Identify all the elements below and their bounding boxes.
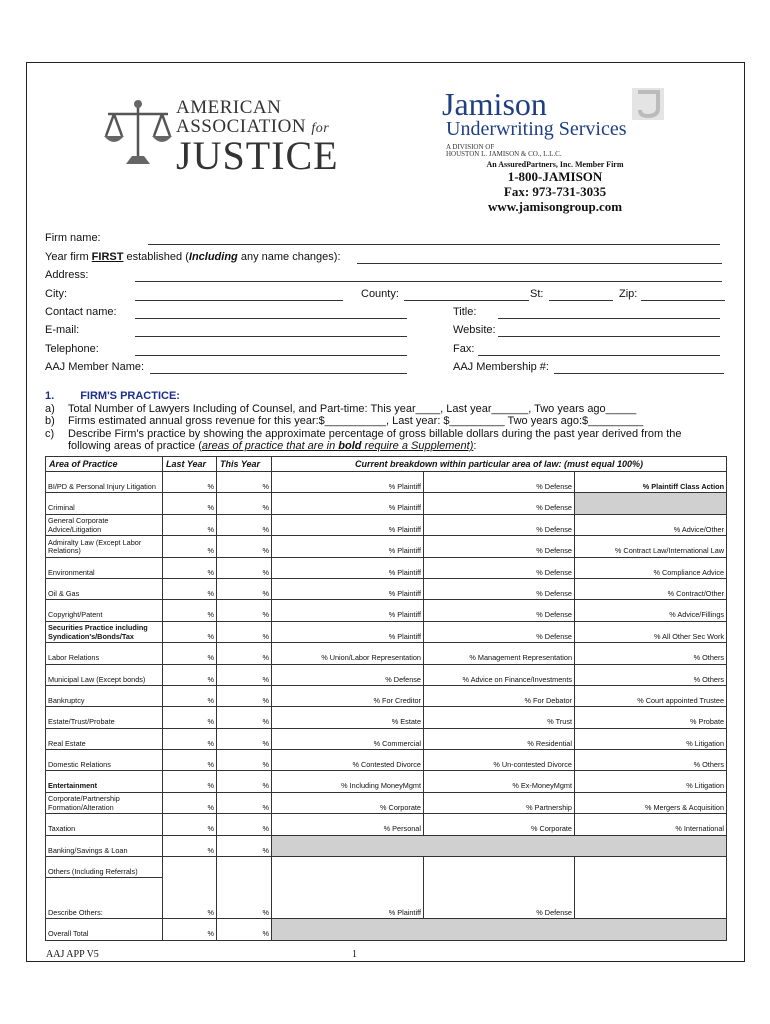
breakdown-cell-2[interactable]: % Defense <box>424 578 575 599</box>
breakdown-cell-1[interactable]: % Defense <box>272 664 424 685</box>
breakdown-cell-2[interactable]: % Residential <box>424 728 575 749</box>
this-year-cell[interactable]: % <box>217 557 272 578</box>
table-row <box>46 643 727 664</box>
email-label: E-mail: <box>45 324 80 336</box>
last-year-cell[interactable]: % <box>163 536 217 557</box>
table-row <box>46 578 727 599</box>
firm-name-field[interactable] <box>148 244 720 245</box>
year-established-field[interactable] <box>357 263 722 264</box>
breakdown-cell-3[interactable]: % Litigation <box>575 728 727 749</box>
breakdown-cell-1[interactable]: % Personal <box>272 814 424 835</box>
breakdown-cell-2[interactable]: % For Debator <box>424 685 575 706</box>
shaded-cell <box>272 919 727 940</box>
jamison-subtitle: Underwriting Services <box>446 118 627 140</box>
aaj-line1: AMERICAN <box>176 97 282 118</box>
last-year-cell[interactable]: % <box>163 771 217 792</box>
aaj-line3: JUSTICE <box>176 133 339 178</box>
breakdown-cell-1[interactable]: % Plaintiff <box>272 621 424 642</box>
form-version: AAJ APP V5 <box>46 949 99 960</box>
area-cell: Taxation <box>46 814 163 835</box>
this-year-cell[interactable]: % <box>217 814 272 835</box>
table-row <box>46 621 727 642</box>
last-year-cell[interactable]: % <box>163 557 217 578</box>
this-year-cell[interactable]: % <box>217 750 272 771</box>
fax-number: Fax: 973-731-3035 <box>503 184 607 199</box>
practice-item-a: a) <box>45 403 55 415</box>
fax-label: Fax: <box>453 343 475 355</box>
practice-table <box>45 456 727 941</box>
this-year-cell[interactable]: % <box>217 835 272 856</box>
scales-of-justice-icon <box>102 98 174 168</box>
state-field[interactable] <box>549 300 613 301</box>
area-cell: Entertainment <box>46 771 163 792</box>
this-year-cell[interactable]: % <box>217 707 272 728</box>
breakdown-cell-1[interactable]: % Plaintiff <box>272 600 424 621</box>
last-year-cell[interactable]: % <box>163 472 217 493</box>
zip-label: Zip: <box>619 288 638 300</box>
last-year-cell[interactable]: % <box>163 857 217 919</box>
aaj-line2: ASSOCIATION <box>176 116 307 137</box>
city-label: City: <box>45 288 67 300</box>
area-cell: Municipal Law (Except bonds) <box>46 664 163 685</box>
last-year-header: Last Year <box>163 457 217 472</box>
last-year-cell[interactable]: % <box>163 578 217 599</box>
contact-name-label: Contact name: <box>45 306 117 318</box>
this-year-cell[interactable]: % <box>217 857 272 919</box>
contact-block <box>420 160 690 214</box>
breakdown-cell-3[interactable]: % Contract/Other <box>575 578 727 599</box>
overall-this-year[interactable]: % <box>217 919 272 940</box>
breakdown-cell-3[interactable] <box>575 493 727 514</box>
this-year-cell[interactable]: % <box>217 621 272 642</box>
table-row <box>46 792 727 813</box>
title-label: Title: <box>453 306 477 318</box>
area-cell: Oil & Gas <box>46 578 163 599</box>
breakdown-cell-2[interactable]: % Ex-MoneyMgmt <box>424 771 575 792</box>
area-cell: Banking/Savings & Loan <box>46 835 163 856</box>
breakdown-cell-1[interactable]: % Union/Labor Representation <box>272 643 424 664</box>
this-year-cell[interactable]: % <box>217 514 272 535</box>
this-year-cell[interactable]: % <box>217 664 272 685</box>
breakdown-cell-3[interactable]: % Others <box>575 643 727 664</box>
practice-section-title: 1. FIRM'S PRACTICE: <box>45 390 180 402</box>
area-cell: Copyright/Patent <box>46 600 163 621</box>
last-year-cell[interactable]: % <box>163 514 217 535</box>
jamison-j-icon <box>632 88 664 120</box>
table-row <box>46 814 727 835</box>
division-text <box>446 144 562 159</box>
breakdown-cell-2[interactable]: % Defense <box>424 600 575 621</box>
membership-number-label: AAJ Membership #: <box>453 361 549 373</box>
breakdown-cell-3[interactable]: % All Other Sec Work <box>575 621 727 642</box>
shaded-cell <box>272 835 727 856</box>
table-row <box>46 664 727 685</box>
this-year-cell[interactable]: % <box>217 685 272 706</box>
last-year-cell[interactable]: % <box>163 792 217 813</box>
this-year-cell[interactable]: % <box>217 578 272 599</box>
practice-description: Describe Firm's practice by showing the approximate percentage of gross billable dollars during the past year derived from the <box>68 428 682 440</box>
breakdown-cell-3[interactable]: % Compliance Advice <box>575 557 727 578</box>
firm-name-label: Firm name: <box>45 232 101 244</box>
gross-revenue-text[interactable]: Firms estimated annual gross revenue for this year:$__________, Last year: $_________ Two years ago:$_________ <box>68 415 644 427</box>
member-firm: An AssuredPartners, Inc. Member Firm <box>486 160 624 169</box>
this-year-cell[interactable]: % <box>217 728 272 749</box>
this-year-cell[interactable]: % <box>217 792 272 813</box>
breakdown-cell-1[interactable]: % Estate <box>272 707 424 728</box>
area-cell: Others (Including Referrals) <box>46 857 163 878</box>
breakdown-cell-2[interactable]: % Defense <box>424 557 575 578</box>
breakdown-cell-3[interactable]: % Mergers & Acquisition <box>575 792 727 813</box>
breakdown-cell-2[interactable]: % Defense <box>424 621 575 642</box>
area-cell: Domestic Relations <box>46 750 163 771</box>
breakdown-cell-3[interactable]: % International <box>575 814 727 835</box>
area-cell: Criminal <box>46 493 163 514</box>
overall-total-row <box>46 919 727 940</box>
breakdown-cell-1[interactable]: % Plaintiff <box>272 557 424 578</box>
area-cell: Real Estate <box>46 728 163 749</box>
table-row <box>46 536 727 557</box>
last-year-cell[interactable]: % <box>163 621 217 642</box>
table-row <box>46 835 727 856</box>
this-year-cell[interactable]: % <box>217 643 272 664</box>
last-year-cell[interactable]: % <box>163 643 217 664</box>
fax-field[interactable] <box>478 355 720 356</box>
division-line1: A DIVISION OF <box>446 143 495 151</box>
breakdown-cell-2[interactable]: % Trust <box>424 707 575 728</box>
this-year-cell[interactable]: % <box>217 493 272 514</box>
describe-others-cell[interactable]: Describe Others: <box>46 878 163 919</box>
this-year-header: This Year <box>217 457 272 472</box>
breakdown-cell-3[interactable]: % Contract Law/International Law <box>575 536 727 557</box>
breakdown-cell-1[interactable]: % Plaintiff <box>272 578 424 599</box>
year-established-label: Year firm FIRST established (Including any name changes): <box>45 251 341 263</box>
county-field[interactable] <box>404 300 529 301</box>
area-cell: General Corporate Advice/Litigation <box>46 514 163 535</box>
telephone-label: Telephone: <box>45 343 99 355</box>
email-field[interactable] <box>135 336 407 337</box>
breakdown-cell-1[interactable]: % Corporate <box>272 792 424 813</box>
table-row <box>46 771 727 792</box>
last-year-cell[interactable]: % <box>163 750 217 771</box>
overall-total-label: Overall Total <box>46 919 163 940</box>
overall-last-year[interactable]: % <box>163 919 217 940</box>
state-label: St: <box>530 288 544 300</box>
breakdown-cell-1[interactable]: % Contested Divorce <box>272 750 424 771</box>
breakdown-cell-1[interactable]: % Plaintiff <box>272 536 424 557</box>
area-header: Area of Practice <box>46 457 163 472</box>
phone-number: 1-800-JAMISON <box>507 169 603 184</box>
breakdown-cell-1[interactable]: % Plaintiff <box>272 493 424 514</box>
breakdown-cell-3[interactable]: % Others <box>575 664 727 685</box>
table-row <box>46 493 727 514</box>
breakdown-cell-2[interactable]: % Un-contested Divorce <box>424 750 575 771</box>
breakdown-cell-3[interactable]: % Advice/Fillings <box>575 600 727 621</box>
last-year-cell[interactable]: % <box>163 664 217 685</box>
breakdown-cell-3[interactable]: % Others <box>575 750 727 771</box>
breakdown-cell-2[interactable]: % Advice on Finance/Investments <box>424 664 575 685</box>
jamison-name: Jamison <box>442 86 547 122</box>
telephone-field[interactable] <box>135 355 407 356</box>
last-year-cell[interactable]: % <box>163 493 217 514</box>
breakdown-cell-2[interactable]: % Management Representation <box>424 643 575 664</box>
breakdown-cell-2[interactable]: % Defense <box>424 514 575 535</box>
area-cell: Labor Relations <box>46 643 163 664</box>
aaj-wordmark <box>176 98 339 176</box>
last-year-cell[interactable]: % <box>163 728 217 749</box>
this-year-cell[interactable]: % <box>217 600 272 621</box>
member-name-field[interactable] <box>150 373 407 374</box>
breakdown-cell-2[interactable]: % Corporate <box>424 814 575 835</box>
table-row <box>46 750 727 771</box>
breakdown-cell-1[interactable]: % Commercial <box>272 728 424 749</box>
area-cell: Environmental <box>46 557 163 578</box>
breakdown-cell-2[interactable]: % Partnership <box>424 792 575 813</box>
last-year-cell[interactable]: % <box>163 685 217 706</box>
title-field[interactable] <box>498 318 720 319</box>
table-row <box>46 472 727 493</box>
aaj-for: for <box>311 121 330 136</box>
breakdown-cell-2[interactable]: % Defense <box>424 857 575 919</box>
table-row <box>46 685 727 706</box>
last-year-cell[interactable]: % <box>163 600 217 621</box>
address-field[interactable] <box>135 281 722 282</box>
area-cell: Bankruptcy <box>46 685 163 706</box>
table-header-row <box>46 457 727 472</box>
lawyer-count-text[interactable]: Total Number of Lawyers Including of Counsel, and Part-time: This year____, Last year______, Two years ago_____ <box>68 403 637 415</box>
breakdown-header: Current breakdown within particular area of law: (must equal 100%) <box>272 457 727 472</box>
address-label: Address: <box>45 269 89 281</box>
county-label: County: <box>361 288 399 300</box>
member-name-label: AAJ Member Name: <box>45 361 145 373</box>
breakdown-cell-1[interactable]: % Plaintiff <box>272 857 424 919</box>
this-year-cell[interactable]: % <box>217 472 272 493</box>
breakdown-cell-3[interactable]: % Litigation <box>575 771 727 792</box>
breakdown-cell-2[interactable]: % Defense <box>424 472 575 493</box>
last-year-cell[interactable]: % <box>163 814 217 835</box>
page-number: 1 <box>352 949 357 960</box>
table-row <box>46 857 727 878</box>
breakdown-cell-3[interactable]: % Plaintiff Class Action <box>575 472 727 493</box>
breakdown-cell-2[interactable]: % Defense <box>424 493 575 514</box>
area-cell: Securities Practice including Syndication's/Bonds/Tax <box>46 621 163 642</box>
website-field[interactable] <box>498 336 720 337</box>
table-row <box>46 557 727 578</box>
area-cell: BI/PD & Personal Injury Litigation <box>46 472 163 493</box>
practice-item-b: b) <box>45 415 55 427</box>
practice-item-c: c) <box>45 428 55 440</box>
breakdown-cell-3[interactable]: % Court appointed Trustee <box>575 685 727 706</box>
practice-description-2: following areas of practice (areas of practice that are in bold require a Supplement): <box>68 440 477 452</box>
area-cell: Admiralty Law (Except Labor Relations) <box>46 536 163 557</box>
breakdown-cell-3[interactable]: % Advice/Other <box>575 514 727 535</box>
area-cell: Estate/Trust/Probate <box>46 707 163 728</box>
this-year-cell[interactable]: % <box>217 536 272 557</box>
website-url[interactable]: www.jamisongroup.com <box>487 199 623 214</box>
contact-name-field[interactable] <box>135 318 407 319</box>
this-year-cell[interactable]: % <box>217 771 272 792</box>
division-line2: HOUSTON L. JAMISON & CO., L.L.C. <box>446 150 562 159</box>
table-row <box>46 707 727 728</box>
breakdown-cell-3[interactable]: % Probate <box>575 707 727 728</box>
table-row <box>46 514 727 535</box>
breakdown-cell-1[interactable]: % For Creditor <box>272 685 424 706</box>
city-field[interactable] <box>135 300 343 301</box>
zip-field[interactable] <box>641 300 725 301</box>
table-row <box>46 600 727 621</box>
blank-cell <box>575 857 727 919</box>
breakdown-cell-1[interactable]: % Plaintiff <box>272 514 424 535</box>
breakdown-cell-1[interactable]: % Including MoneyMgmt <box>272 771 424 792</box>
website-label: Website: <box>453 324 496 336</box>
membership-number-field[interactable] <box>554 373 724 374</box>
area-cell: Corporate/Partnership Formation/Alteration <box>46 792 163 813</box>
last-year-cell[interactable]: % <box>163 835 217 856</box>
breakdown-cell-2[interactable]: % Defense <box>424 536 575 557</box>
table-row <box>46 728 727 749</box>
last-year-cell[interactable]: % <box>163 707 217 728</box>
breakdown-cell-1[interactable]: % Plaintiff <box>272 472 424 493</box>
